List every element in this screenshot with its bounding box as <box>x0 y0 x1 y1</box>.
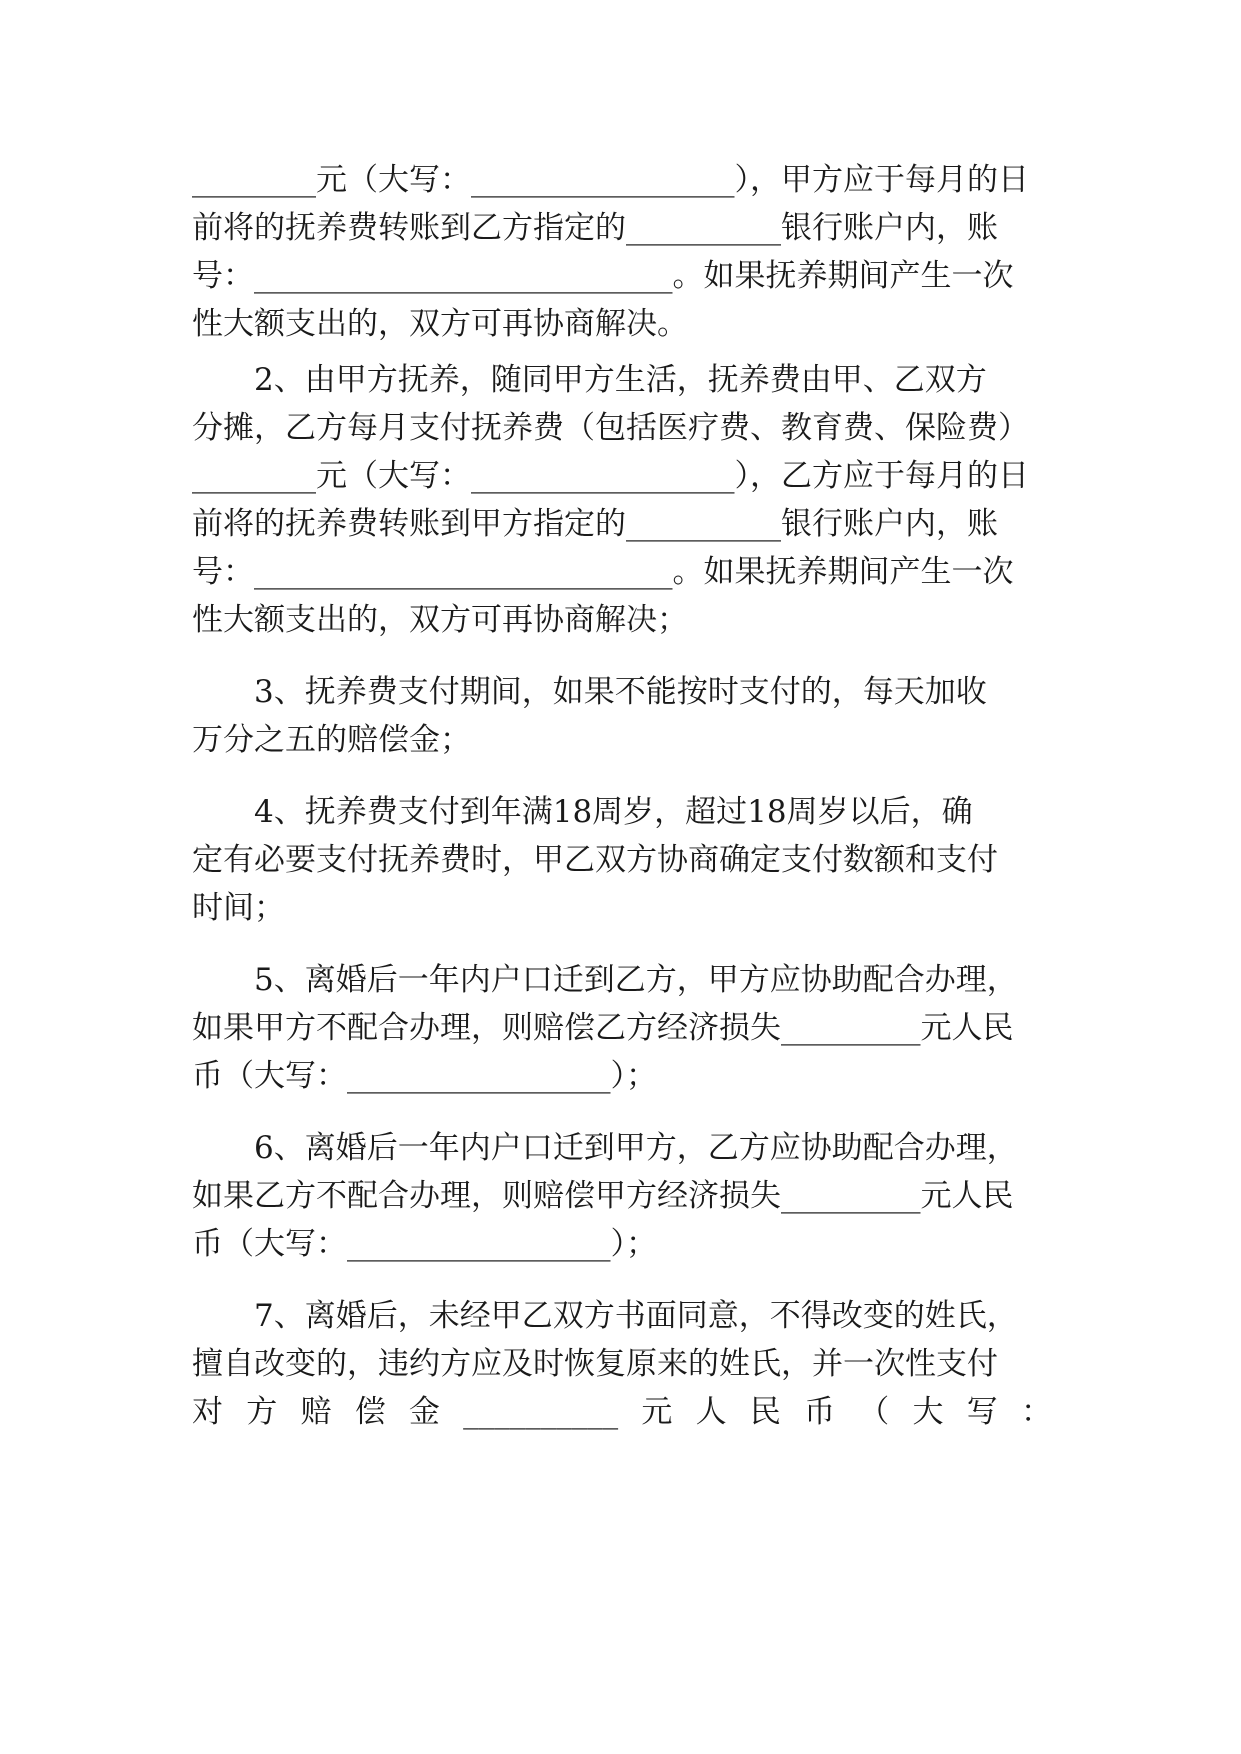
text-line: ________元（大写：_________________），甲方应于每月的日 <box>192 162 1029 198</box>
text-line: 币（大写：_________________）； <box>192 1226 657 1262</box>
paragraph-4-first-line: 4、抚养费支付到年满18周岁，超过18周岁以后，确 <box>254 794 973 830</box>
text-line: 擅自改变的，违约方应及时恢复原来的姓氏，并一次性支付 <box>192 1346 998 1382</box>
text-line: 币（大写：_________________）； <box>192 1058 657 1094</box>
text-line: 对方赔偿金__________元人民币（大写： <box>192 1394 1052 1430</box>
text-line: 定有必要支付抚养费时，甲乙双方协商确定支付数额和支付 <box>192 842 998 878</box>
text-line: ________元（大写：_________________），乙方应于每月的日 <box>192 458 1029 494</box>
text-line: 性大额支出的，双方可再协商解决； <box>192 602 688 638</box>
text-line: 号：___________________________。如果抚养期间产生一次 <box>192 554 1014 590</box>
paragraph-7-first-line: 7、离婚后，未经甲乙双方书面同意，不得改变的姓氏， <box>254 1298 1018 1334</box>
text-line: 前将的抚养费转账到乙方指定的__________银行账户内，账 <box>192 210 998 246</box>
text-line: 如果甲方不配合办理，则赔偿乙方经济损失_________元人民 <box>192 1010 1014 1046</box>
text-line: 如果乙方不配合办理，则赔偿甲方经济损失_________元人民 <box>192 1178 1014 1214</box>
text-line: 分摊，乙方每月支付抚养费（包括医疗费、教育费、保险费） <box>192 410 1029 446</box>
paragraph-2-first-line: 2、由甲方抚养，随同甲方生活，抚养费由甲、乙双方 <box>254 362 987 398</box>
text-line: 万分之五的赔偿金； <box>192 722 471 758</box>
text-line: 性大额支出的，双方可再协商解决。 <box>192 306 688 342</box>
text-line: 前将的抚养费转账到甲方指定的__________银行账户内，账 <box>192 506 998 542</box>
paragraph-3-first-line: 3、抚养费支付期间，如果不能按时支付的，每天加收 <box>254 674 987 710</box>
text-line: 时间； <box>192 890 285 926</box>
paragraph-5-first-line: 5、离婚后一年内户口迁到乙方，甲方应协助配合办理， <box>254 962 1018 998</box>
text-line: 号：___________________________。如果抚养期间产生一次 <box>192 258 1014 294</box>
paragraph-6-first-line: 6、离婚后一年内户口迁到甲方，乙方应协助配合办理， <box>254 1130 1018 1166</box>
